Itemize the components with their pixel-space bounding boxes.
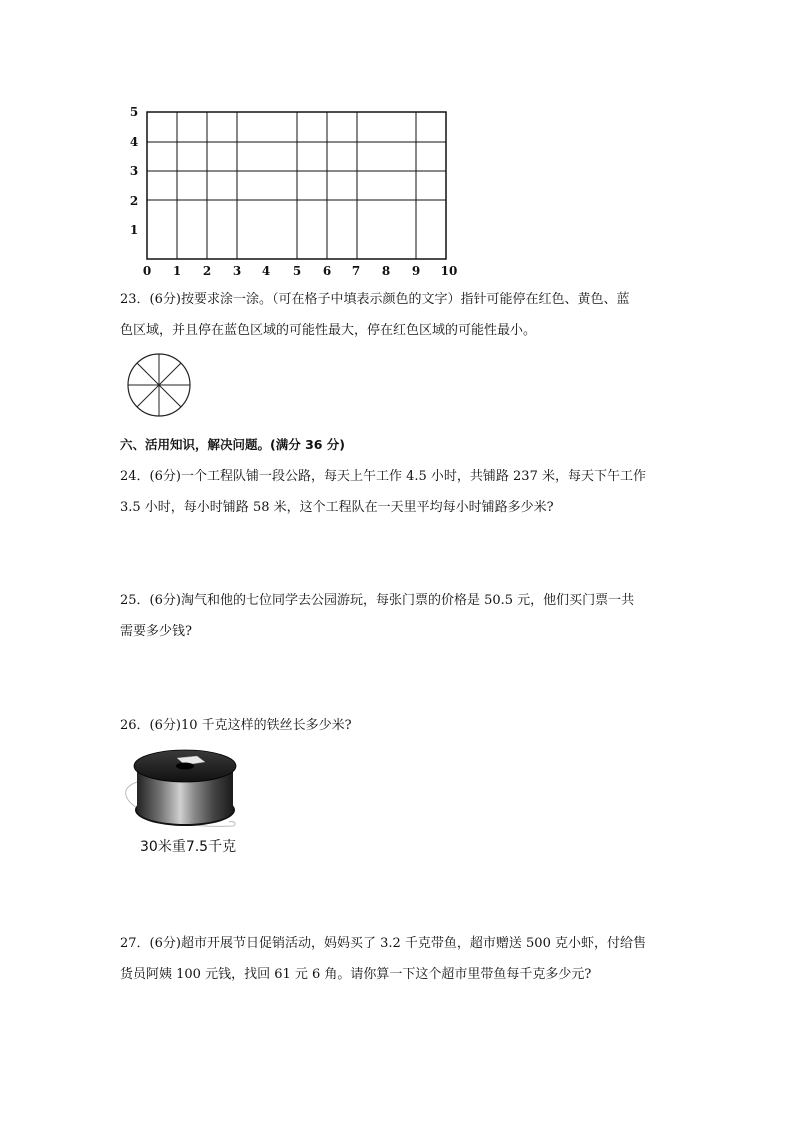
grid-lines: [0, 0, 793, 280]
x-label-8: 8: [381, 264, 391, 278]
spinner-circle: [122, 350, 202, 430]
q27-line1: 27．(6分)超市开展节日促销活动，妈妈买了 3.2 千克带鱼，超市赠送 500 克小虾，付给售: [120, 936, 646, 951]
y-label-3: 3: [129, 164, 139, 178]
q27-line2: 货员阿姨 100 元钱，找回 61 元 6 角。请你算一下这个超市里带鱼每千克多少元?: [120, 967, 592, 982]
y-label-1: 1: [129, 223, 139, 237]
x-label-0: 0: [142, 264, 152, 278]
q24-line2: 3.5 小时，每小时铺路 58 米，这个工程队在一天里平均每小时铺路多少米?: [120, 500, 554, 515]
q24-line1: 24．(6分)一个工程队铺一段公路，每天上午工作 4.5 小时，共铺路 237 米，每天下午工作: [120, 469, 646, 484]
section-heading: 六、活用知识，解决问题。(满分 36 分): [120, 437, 346, 452]
wire-spool-image: [115, 740, 255, 840]
x-label-2: 2: [202, 264, 212, 278]
x-label-4: 4: [261, 264, 271, 278]
q23-line2: 色区域，并且停在蓝色区域的可能性最大，停在红色区域的可能性最小。: [120, 323, 537, 338]
q23-line1: 23．(6分)按要求涂一涂。（可在格子中填表示颜色的文字）指针可能停在红色、黄色、蓝: [120, 292, 630, 307]
x-label-9: 9: [411, 264, 421, 278]
y-label-5: 5: [129, 105, 139, 119]
y-label-4: 4: [129, 135, 139, 149]
x-label-1: 1: [172, 264, 182, 278]
x-label-7: 7: [351, 264, 361, 278]
q25-line1: 25．(6分)淘气和他的七位同学去公园游玩，每张门票的价格是 50.5 元，他们买门票一共: [120, 593, 635, 608]
q25-line2: 需要多少钱?: [120, 624, 192, 639]
x-label-3: 3: [232, 264, 242, 278]
x-label-5: 5: [292, 264, 302, 278]
y-label-2: 2: [129, 194, 139, 208]
x-label-10: 10: [440, 264, 458, 278]
q26-line1: 26．(6分)10 千克这样的铁丝长多少米?: [120, 718, 352, 733]
spool-caption: 30米重7.5千克: [140, 839, 237, 855]
x-label-6: 6: [322, 264, 332, 278]
